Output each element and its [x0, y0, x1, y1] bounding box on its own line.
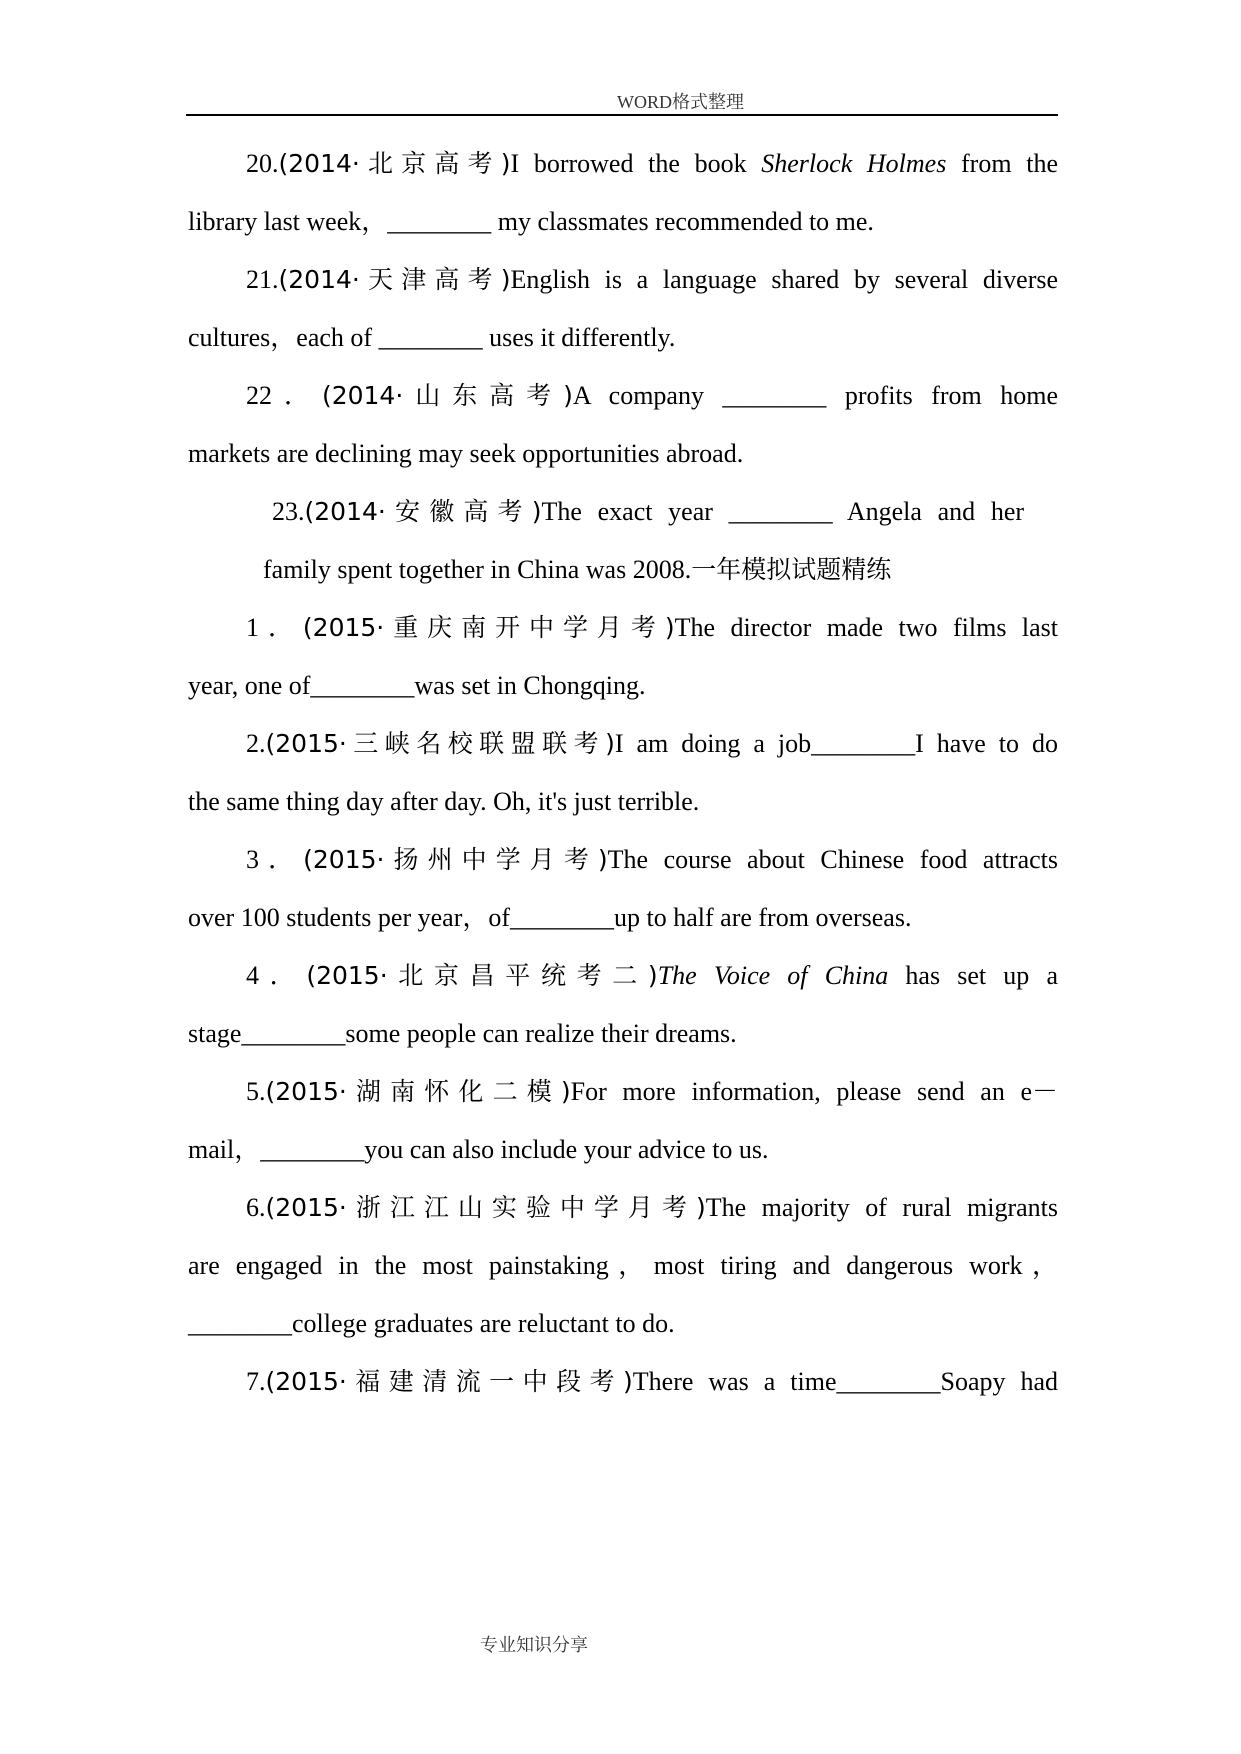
question-6-line-1: 6.(2015·浙江江山实验中学月考)The majority of rural migrants	[246, 1193, 1059, 1222]
question-23-line-2: family spent together in China was 2008.一年模拟试题精练	[263, 555, 892, 584]
question-2-line-1: 2.(2015·三峡名校联盟联考)I am doing a job________I have to do	[246, 729, 1059, 758]
question-2-line-2: the same thing day after day. Oh, it's just terrible.	[188, 787, 700, 816]
question-22-line-2: markets are declining may seek opportunities abroad.	[188, 439, 744, 468]
section-heading: 一年模拟试题精练	[691, 555, 892, 584]
header-divider	[186, 114, 1058, 116]
question-1-line-1: 1．(2015·重庆南开中学月考)The director made two films last	[246, 613, 1059, 642]
question-4-line-2: stage________some people can realize their dreams.	[188, 1019, 737, 1048]
question-20-line-2: library last week，________ my classmates recommended to me.	[188, 207, 874, 236]
question-21-line-1: 21.(2014·天津高考)English is a language shared by several diverse	[246, 265, 1059, 294]
page-footer: 专业知识分享	[480, 1635, 588, 1655]
question-6-line-2: are engaged in the most painstaking，most tiring and dangerous work，	[188, 1251, 1058, 1280]
question-5-line-2: mail，________you can also include your advice to us.	[188, 1135, 769, 1164]
question-6-line-3: ________college graduates are reluctant to do.	[188, 1309, 675, 1338]
question-22-line-1: 22．(2014·山东高考)A company ________ profits from home	[246, 381, 1058, 410]
question-21-line-2: cultures，each of ________ uses it differently.	[188, 323, 676, 352]
question-1-line-2: year, one of________was set in Chongqing.	[188, 671, 646, 700]
question-3-line-1: 3．(2015·扬州中学月考)The course about Chinese food attracts	[246, 845, 1058, 874]
question-3-line-2: over 100 students per year，of________up to half are from overseas.	[188, 903, 912, 932]
question-7-line-1: 7.(2015·福建清流一中段考)There was a time________Soapy had	[246, 1367, 1058, 1396]
question-4-line-1: 4．(2015·北京昌平统考二)The Voice of China has set up a	[246, 961, 1058, 990]
question-5-line-1: 5.(2015·湖南怀化二模)For more information, please send an e－	[246, 1077, 1059, 1106]
question-20-line-1: 20.(2014·北京高考)I borrowed the book Sherlock Holmes from the	[246, 149, 1059, 178]
question-23-line-1: 23.(2014·安徽高考)The exact year ________ Angela and her	[272, 497, 1025, 526]
page-header: WORD格式整理	[617, 92, 744, 112]
